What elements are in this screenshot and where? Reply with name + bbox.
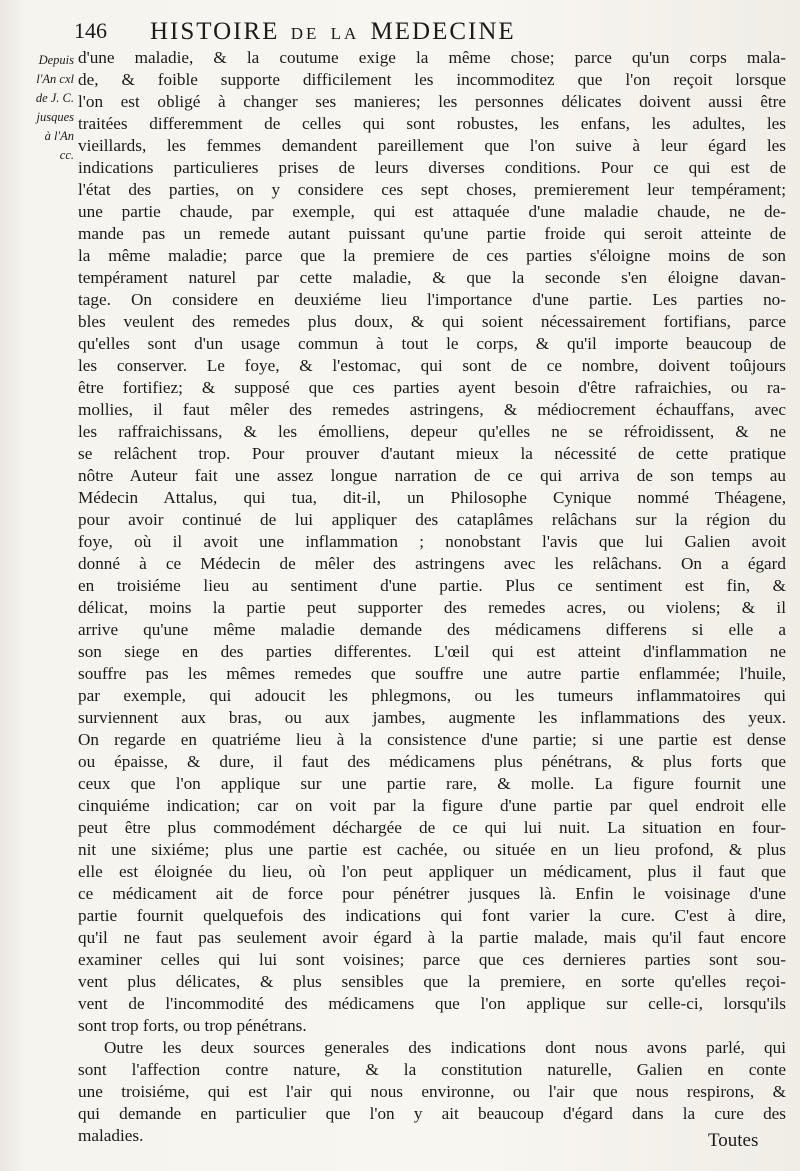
text-line: une troisiéme, qui est l'air qui nous environne, ou l'air que nous respirons, & [78,1082,786,1101]
page-number: 146 [74,18,107,43]
running-title-word: HISTOIRE [150,18,280,45]
text-line: en troisiéme lieu au sentiment d'une partie. Plus ce sentiment est fin, & [78,576,786,595]
text-line: ceux que l'on applique sur une partie rare, & molle. La figure fournit une [78,774,786,793]
text-line: l'on est obligé à changer ses manieres; les personnes délicates doivent aussi être [78,92,786,111]
running-title-word: MEDECINE [370,18,516,45]
text-line: les conserver. Le foye, & l'estomac, qui sont de ce nombre, doivent toûjours [78,356,786,375]
text-line: d'une maladie, & la coutume exige la même chose; parce qu'un corps mala- [78,48,786,67]
body-text [78,47,786,1147]
text-line: examiner celles qui lui sont voisines; parce que ces dernieres parties sont sou- [78,950,786,969]
text-line: donné à ce Médecin de mêler des astringens avec les relâchans. On a égard [78,554,786,573]
text-line: les raffraichissans, & les émolliens, depeur qu'elles ne se réfroidissent, & ne [78,422,786,441]
text-line: qu'il ne faut pas seulement avoir égard à la partie malade, mais qu'il faut encore [78,928,786,947]
text-line: par exemple, qui adoucit les phlegmons, ou les tumeurs inflammatoires qui [78,686,786,705]
text-line: tage. On considere en deuxiéme lieu l'importance d'une partie. Les parties no- [78,290,786,309]
text-line: sont l'affection contre nature, & la constitution naturelle, Galien en conte [78,1060,786,1079]
text-line: arrive qu'une même maladie demande des médicamens differens si elle a [78,620,786,639]
text-line: vent de l'incommodité des médicamens que l'on applique sur celle-ci, lorsqu'ils [78,994,786,1013]
running-title-word: LA [330,24,360,43]
text-line: sont trop forts, ou trop pénétrans. [78,1016,307,1035]
text-line: nôtre Auteur fait une assez longue narration de ce qui arriva de son temps au [78,466,786,485]
text-line: bles veulent des remedes plus doux, & qui soient nécessairement fortifians, parce [78,312,786,331]
text-line: traitées differemment de celles qui sont robustes, les enfans, les adultes, les [78,114,786,133]
text-line: ce médicament ait de force pour pénétrer jusques là. Enfin le voisinage d'une [78,884,786,903]
text-line: délicat, moins la partie peut supporter des remedes acres, ou violens; & il [78,598,786,617]
text-line: surviennent aux bras, ou aux jambes, augmente les inflammations des yeux. [78,708,786,727]
text-line: cinquiéme indication; car on voit par la figure d'une partie par quel endroit elle [78,796,786,815]
text-line: maladies. [78,1126,144,1145]
text-line: tempérament naturel par cette maladie, & que la seconde s'en éloigne davan- [78,268,786,287]
text-line: une partie chaude, par exemple, qui est attaquée d'une maladie chaude, ne de- [78,202,786,221]
text-line: On regarde en quatriéme lieu à la consistence d'une partie; si une partie est dense [78,730,786,749]
text-line: mande pas un remede autant puissant qu'une partie froide qui seroit atteinte de [78,224,786,243]
text-line: la même maladie; parce que la premiere de ces parties s'éloigne moins de son [78,246,786,265]
text-line: elle est éloignée du lieu, où l'on peut appliquer un médicament, plus il faut que [78,862,786,881]
text-line: qui demande en particulier que l'on y ait beaucoup d'égard dans la cure des [78,1104,786,1123]
margin-note-line: l'An cxl [36,72,74,86]
margin-note [12,51,74,165]
margin-note-line: de J. C. [35,91,74,105]
text-line: souffre pas les mêmes remedes que souffre une autre partie enflammée; l'huile, [78,664,786,683]
page-header [60,18,790,50]
text-line: Médecin Attalus, qui tua, dit-il, un Philosophe Cynique nommé Théagene, [78,488,786,507]
text-line: peut être plus commodément déchargée de ce qui lui nuit. La situation en four- [78,818,786,837]
text-line: son siege en des parties differentes. L'œil qui est atteint d'inflammation ne [78,642,786,661]
text-line: se relâchent trop. Pour prouver d'autant mieux la nécessité de cette pratique [78,444,786,463]
text-line: nit une sixiéme; plus une partie est cachée, ou située en un lieu profond, & plus [78,840,786,859]
text-line: Outre les deux sources generales des indications dont nous avons parlé, qui [104,1038,786,1057]
text-line: qu'elles sont d'un usage commun à tout le corps, & qu'il importe beaucoup de [78,334,786,353]
margin-note-line: à l'An [44,129,74,143]
text-line: vent plus délicates, & plus sensibles que la premiere, en sorte qu'elles reçoi- [78,972,786,991]
text-line: vieillards, les femmes demandent pareillement que l'on suive à leur égard les [78,136,786,155]
text-line: mollies, il faut mêler des remedes astringens, & médiocrement échauffans, avec [78,400,786,419]
text-line: l'état des parties, on y considere ces sept choses, premierement leur tempérament; [78,180,786,199]
text-line: pour avoir continué de lui appliquer des cataplâmes relâchans sur la région du [78,510,786,529]
margin-note-line: cc. [59,148,74,162]
margin-note-line: jusques [36,110,74,124]
catchword: Toutes [708,1130,759,1151]
text-line: être fortifiez; & supposé que ces parties ayent besoin d'être rafraichies, ou ra- [78,378,786,397]
margin-note-line: Depuis [38,53,74,67]
text-line: partie fournit quelquefois des indications qui font varier la cure. C'est à dire, [78,906,786,925]
text-line: ou épaisse, & dure, il faut des médicamens plus pénétrans, & plus forts que [78,752,786,771]
text-line: indications particulieres prises de leurs diverses conditions. Pour ce qui est de [78,158,786,177]
running-title-word: DE [290,24,320,43]
text-line: de, & foible supporte difficilement les incommoditez que l'on reçoit lorsque [78,70,786,89]
text-line: foye, où il avoit une inflammation ; nonobstant l'avis que lui Galien avoit [78,532,786,551]
running-title [150,18,516,46]
